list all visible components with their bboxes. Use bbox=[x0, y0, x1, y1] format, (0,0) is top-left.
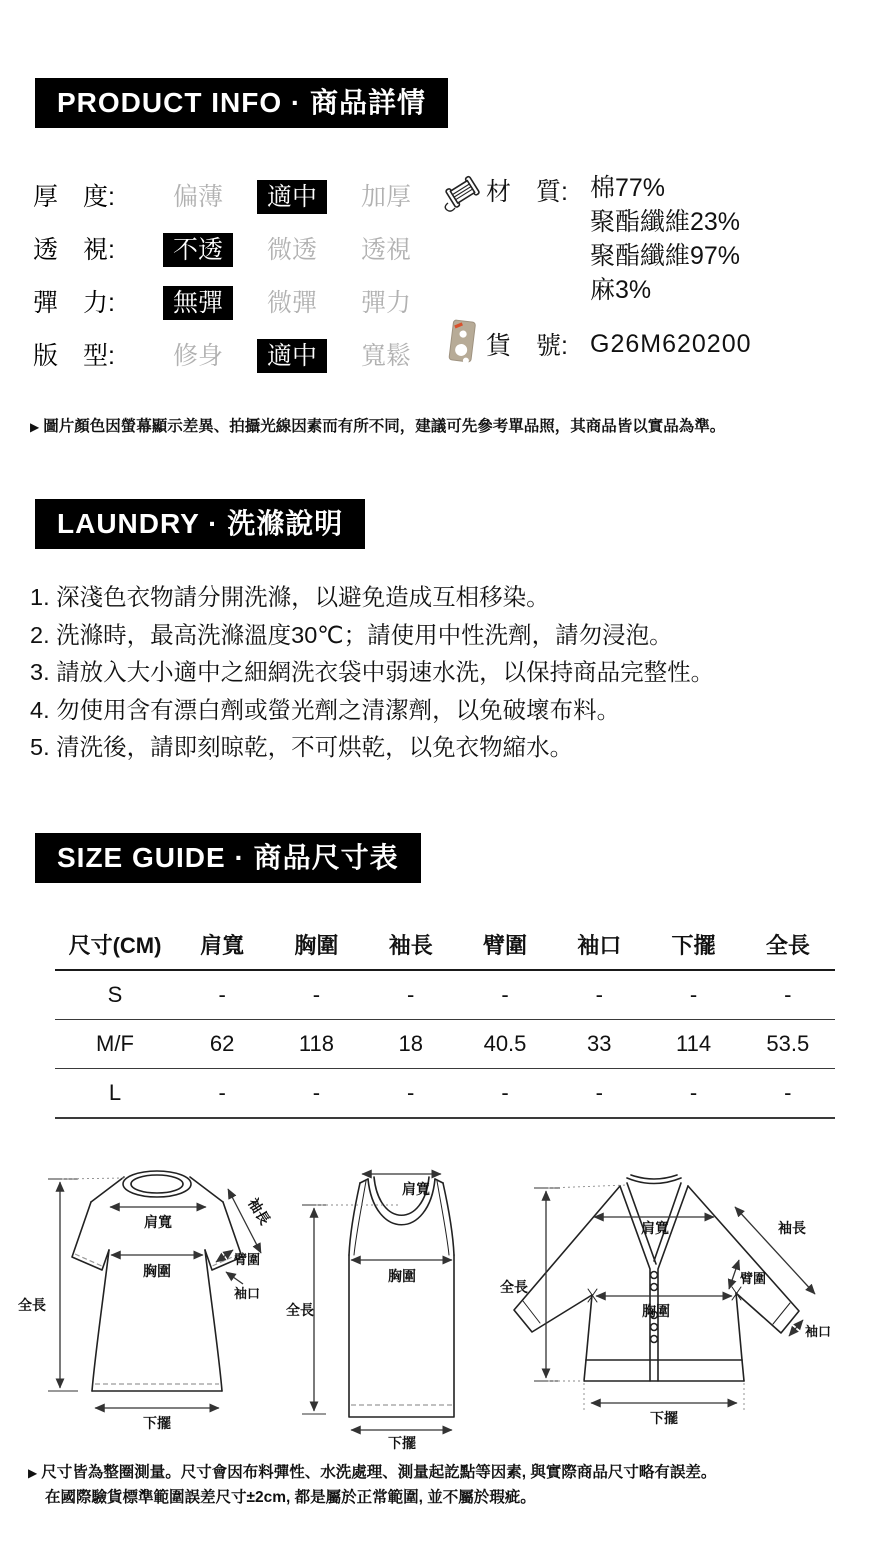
item-number-row bbox=[438, 318, 752, 368]
product-info-header: PRODUCT INFO · 商品詳情 bbox=[35, 78, 448, 128]
value-cell: - bbox=[689, 981, 698, 1007]
laundry-item: 3. 請放入大小適中之細網洗衣袋中弱速水洗，以保持商品完整性。 bbox=[30, 659, 715, 685]
material-values bbox=[590, 170, 740, 306]
material-value: 聚酯纖維23% bbox=[590, 208, 741, 236]
material-value: 棉77% bbox=[590, 174, 666, 202]
laundry-item: 1. 深淺色衣物請分開洗滌，以避免造成互相移染。 bbox=[30, 584, 550, 610]
value-cell: - bbox=[501, 981, 509, 1007]
column-header: 全長 bbox=[765, 933, 810, 958]
measurement-diagrams bbox=[12, 1165, 875, 1450]
tee-sleeve-length-label: 袖長 bbox=[245, 1194, 274, 1227]
material-info bbox=[438, 170, 752, 368]
column-header: 尺寸(CM) bbox=[68, 933, 162, 958]
attribute-option: 微彈 bbox=[266, 288, 317, 317]
attribute-option: 偏薄 bbox=[172, 182, 223, 211]
measurement-disclaimer-note bbox=[28, 1460, 875, 1510]
value-cell: - bbox=[784, 981, 792, 1007]
tank-hem-label: 下擺 bbox=[388, 1434, 416, 1450]
cardigan-chest-label: 胸圍 bbox=[642, 1302, 670, 1319]
laundry-item: 2. 洗滌時，最高洗滌溫度30℃；請使用中性洗劑，請勿浸泡。 bbox=[30, 621, 673, 648]
table-row-mf bbox=[55, 1020, 835, 1069]
attribute-option: 透視 bbox=[360, 235, 411, 264]
value-cell: - bbox=[595, 981, 603, 1007]
size-cell: S bbox=[107, 981, 123, 1007]
material-value: 聚酯纖維97% bbox=[590, 242, 741, 270]
tank-chest-label: 胸圍 bbox=[388, 1267, 416, 1284]
value-cell: - bbox=[407, 981, 415, 1007]
material-row bbox=[438, 170, 752, 306]
size-table-body bbox=[55, 971, 835, 1119]
cardigan-cuff-label: 袖口 bbox=[805, 1323, 832, 1339]
value-cell: - bbox=[784, 1079, 792, 1105]
value-cell: 62 bbox=[209, 1030, 235, 1056]
attribute-option: 寬鬆 bbox=[360, 341, 411, 370]
value-cell: 118 bbox=[298, 1030, 334, 1056]
tee-hem-label: 下擺 bbox=[143, 1414, 171, 1431]
product-attributes bbox=[33, 168, 875, 380]
value-cell: 114 bbox=[676, 1030, 712, 1056]
column-header: 袖長 bbox=[388, 933, 433, 958]
value-cell: - bbox=[407, 1079, 415, 1105]
tee-arm-girth-label: 臂圍 bbox=[234, 1251, 261, 1267]
value-cell: 18 bbox=[398, 1030, 423, 1056]
tank-diagram bbox=[284, 1165, 494, 1450]
note-text: 圖片顏色因螢幕顯示差異、拍攝光線因素而有所不同，建議可先參考單品照，其商品皆以實品為準。 bbox=[43, 418, 726, 435]
value-cell: 53.5 bbox=[766, 1030, 810, 1056]
value-cell: - bbox=[501, 1079, 509, 1105]
attribute-option: 彈力 bbox=[360, 288, 411, 317]
value-cell: - bbox=[218, 981, 226, 1007]
value-cell: - bbox=[689, 1079, 698, 1105]
column-header: 胸圍 bbox=[294, 933, 339, 958]
clothing-tag-icon bbox=[438, 318, 486, 368]
size-table-header-row bbox=[55, 921, 835, 971]
tee-cuff-label: 袖口 bbox=[234, 1285, 261, 1301]
laundry-header: LAUNDRY · 洗滌說明 bbox=[35, 499, 365, 549]
laundry-item: 5. 清洗後，請即刻晾乾，不可烘乾，以免衣物縮水。 bbox=[30, 734, 574, 760]
value-cell: - bbox=[218, 1079, 226, 1105]
tee-full-length-label: 全長 bbox=[18, 1296, 46, 1313]
cardigan-shoulder-width-label: 肩寬 bbox=[641, 1219, 669, 1236]
column-header: 袖口 bbox=[577, 933, 622, 958]
size-cell: L bbox=[108, 1079, 122, 1105]
tee-shoulder-width-label: 肩寬 bbox=[144, 1213, 172, 1230]
cardigan-diagram bbox=[494, 1165, 859, 1450]
value-cell: 40.5 bbox=[483, 1030, 527, 1056]
attribute-option-selected: 適中 bbox=[245, 336, 339, 372]
tee-chest-label: 胸圍 bbox=[143, 1262, 171, 1279]
attribute-label: 彈 力: bbox=[33, 288, 115, 317]
size-guide-header: SIZE GUIDE · 商品尺寸表 bbox=[35, 833, 421, 883]
attribute-option: 微透 bbox=[266, 235, 317, 264]
attribute-label: 版 型: bbox=[33, 341, 115, 370]
laundry-instructions bbox=[30, 579, 875, 767]
value-cell: - bbox=[312, 981, 321, 1007]
material-label: 材 質: bbox=[486, 178, 568, 206]
cardigan-sleeve-length-label: 袖長 bbox=[778, 1219, 806, 1236]
tee-diagram bbox=[12, 1165, 284, 1450]
table-row-s bbox=[55, 971, 835, 1020]
tank-shoulder-width-label: 肩寬 bbox=[402, 1180, 430, 1197]
value-cell: 33 bbox=[587, 1030, 612, 1056]
tank-full-length-label: 全長 bbox=[286, 1301, 314, 1318]
material-value: 麻3% bbox=[590, 276, 652, 304]
size-cell: M/F bbox=[96, 1030, 134, 1056]
laundry-item: 4. 勿使用含有漂白劑或螢光劑之清潔劑，以免破壞布料。 bbox=[30, 696, 621, 723]
note-bullet-icon: ▶ bbox=[28, 1465, 38, 1480]
cardigan-full-length-label: 全長 bbox=[500, 1278, 528, 1295]
attribute-label: 厚 度: bbox=[33, 182, 115, 211]
item-number-value: G26M620200 bbox=[590, 329, 752, 358]
column-header: 臂圍 bbox=[482, 933, 527, 958]
value-cell: - bbox=[595, 1079, 603, 1105]
attribute-option-selected: 不透 bbox=[151, 230, 245, 266]
measurement-note-line2: 在國際驗貨標準範圍誤差尺寸±2cm, 都是屬於正常範圍, 並不屬於瑕疵。 bbox=[45, 1488, 536, 1506]
cardigan-hem-label: 下擺 bbox=[650, 1409, 678, 1426]
attribute-option: 加厚 bbox=[360, 182, 411, 211]
table-row-l bbox=[55, 1069, 835, 1119]
thread-spool-icon bbox=[438, 170, 486, 212]
size-table bbox=[55, 921, 835, 1119]
attribute-option: 修身 bbox=[172, 341, 223, 370]
attribute-option-selected: 無彈 bbox=[151, 283, 245, 319]
column-header: 下擺 bbox=[671, 933, 716, 958]
column-header: 肩寬 bbox=[200, 933, 245, 958]
measurement-note-line1: 尺寸皆為整圈測量。尺寸會因布料彈性、水洗處理、測量起訖點等因素, 與實際商品尺寸略有誤差。 bbox=[41, 1463, 717, 1481]
item-number-label: 貨 號: bbox=[486, 332, 568, 360]
cardigan-arm-girth-label: 臂圍 bbox=[740, 1270, 767, 1286]
color-disclaimer-note bbox=[30, 414, 875, 439]
note-bullet-icon: ▶ bbox=[30, 420, 40, 434]
attribute-label: 透 視: bbox=[33, 235, 115, 264]
attribute-option-selected: 適中 bbox=[245, 177, 339, 213]
value-cell: - bbox=[312, 1079, 321, 1105]
